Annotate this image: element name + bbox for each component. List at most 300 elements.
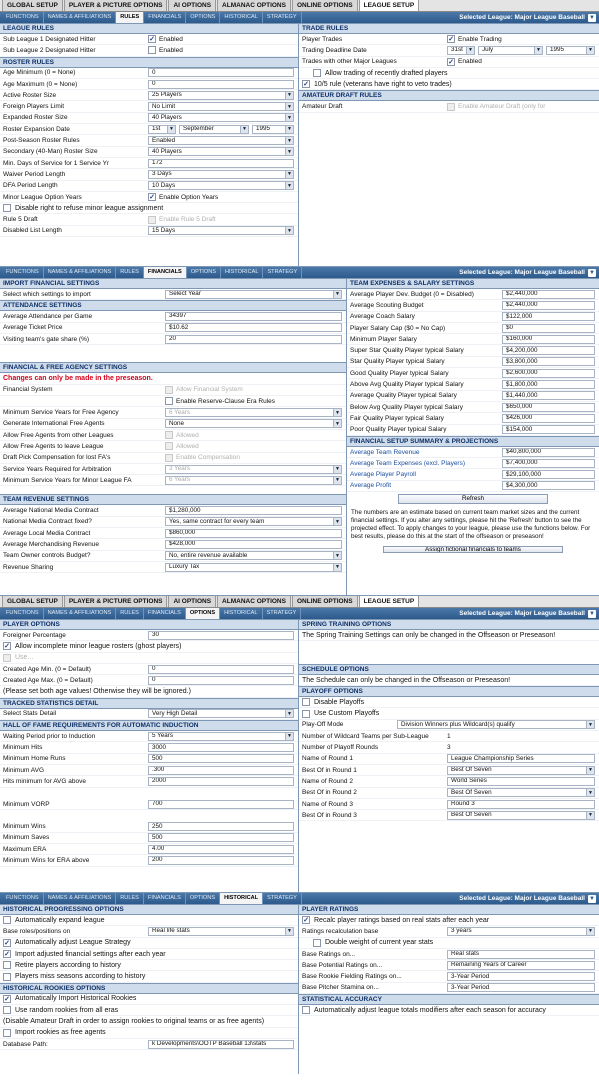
checkbox[interactable]: [3, 1029, 11, 1037]
field-label: Active Roster Size: [3, 91, 57, 99]
field-label: Expanded Roster Size: [3, 114, 68, 122]
field-value-wrap: [148, 833, 298, 842]
dropdown-arrow-icon[interactable]: ▼: [589, 14, 595, 21]
projection-note: The numbers are an estimate based on current team market sizes and the current financial settings. If you alter any settings, please hit the 'Refresh' button to see the projected effect. To apply changes to your league, please use the functions below. For best results, please do this at the start of the offseason or preseason!: [351, 509, 591, 541]
age-note: (Please set both age values! Otherwise they will be ignored.): [3, 688, 191, 696]
check-icon[interactable]: ✓: [149, 194, 155, 201]
dropdown-arrow-icon: ▼: [285, 927, 293, 935]
league-label: Selected League: Major League Baseball: [459, 895, 585, 902]
round-row-input[interactable]: League Championship Series: [447, 754, 595, 763]
tab-options[interactable]: OPTIONS: [187, 267, 221, 278]
checkbox-disabled: [165, 454, 173, 462]
dropdown-arrow-icon: ▼: [333, 476, 341, 484]
tab-strategy[interactable]: STRATEGY: [263, 893, 302, 904]
tab-functions[interactable]: FUNCTIONS: [2, 12, 44, 23]
checkbox[interactable]: [3, 204, 11, 212]
checkbox-label: Automatically adjust League Strategy: [15, 939, 131, 947]
main-tab-global-setup[interactable]: GLOBAL SETUP: [2, 0, 63, 11]
check-icon[interactable]: ✓: [303, 917, 309, 925]
field-label: Name of Round 2: [302, 777, 353, 785]
dropdown-arrow-icon: ▼: [285, 148, 293, 156]
expense-row-input[interactable]: $2,600,000: [502, 369, 595, 378]
deadline-month-select[interactable]: July ▼: [478, 46, 543, 55]
field-label: Fair Quality Player typical Salary: [350, 414, 444, 422]
rating-row-input[interactable]: Remaining Years of Career: [447, 961, 595, 970]
checkbox[interactable]: [313, 69, 321, 77]
expense-row-input[interactable]: $154,000: [502, 425, 595, 434]
select-value: Best Of Seven: [451, 766, 492, 774]
tab-options[interactable]: OPTIONS: [186, 608, 220, 619]
dfa-select[interactable]: 10 Days ▼: [148, 181, 294, 190]
checkbox[interactable]: [313, 939, 321, 947]
dl-length-select[interactable]: 15 Days ▼: [148, 226, 294, 235]
field-value-wrap: [148, 743, 298, 752]
tab-rules[interactable]: RULES: [116, 267, 144, 278]
round-list: [299, 754, 599, 822]
field-label: Rule 5 Draft: [3, 216, 38, 224]
checkbox-label: Use...: [15, 654, 34, 662]
checkbox-label: Automatically expand league: [15, 916, 105, 924]
field-value-wrap: [447, 788, 599, 797]
field-value-wrap: [502, 324, 599, 333]
main-tab-league-setup[interactable]: LEAGUE SETUP: [359, 0, 420, 11]
field-value-wrap: [502, 369, 599, 378]
field-label: Team Owner controls Budget?: [3, 552, 91, 560]
dropdown-arrow-icon: ▼: [333, 563, 341, 571]
tab-rules[interactable]: RULES: [116, 893, 144, 904]
deadline-day-select[interactable]: 31st ▼: [447, 46, 475, 55]
field-label: Minimum Home Runs: [3, 755, 66, 763]
summary-row-input[interactable]: $29,100,000: [502, 470, 595, 479]
tab-functions[interactable]: FUNCTIONS: [2, 608, 44, 619]
field-label: Waiver Period Length: [3, 170, 66, 178]
tab-financials[interactable]: FINANCIALS: [144, 608, 186, 619]
rating-row: [299, 949, 599, 960]
field-value-wrap: [447, 961, 599, 970]
round-row-select[interactable]: [447, 766, 595, 775]
checkbox-label: Allowed: [176, 442, 199, 450]
tab-historical[interactable]: HISTORICAL: [221, 267, 263, 278]
dropdown-arrow-icon: ▼: [285, 114, 293, 122]
field-value-wrap: [447, 800, 599, 809]
field-label: Database Path:: [3, 1040, 48, 1048]
round-row-select[interactable]: [447, 811, 595, 820]
field-value-wrap: [502, 391, 599, 400]
field-label: Trading Deadline Date: [302, 46, 367, 54]
min-service-fa-select[interactable]: 6 Years ▼: [165, 408, 342, 417]
foreigner-input[interactable]: 30: [148, 631, 294, 640]
recalc-base-select[interactable]: 3 years ▼: [447, 927, 595, 936]
dropdown-arrow-icon: ▼: [586, 766, 594, 774]
section-header: PLAYER OPTIONS: [0, 619, 298, 630]
expense-row-input[interactable]: $650,000: [502, 403, 595, 412]
checkbox-label: Enabled: [458, 58, 482, 66]
expense-row-input[interactable]: $426,000: [502, 414, 595, 423]
dropdown-arrow-icon: ▼: [333, 409, 341, 417]
summary-list: [347, 447, 599, 492]
checkbox[interactable]: [3, 1006, 11, 1014]
expense-row-input[interactable]: $1,440,000: [502, 391, 595, 400]
field-label: Minimum Hits: [3, 744, 43, 752]
post-season-select[interactable]: Enabled ▼: [148, 136, 294, 145]
field-value-wrap: [447, 972, 599, 981]
expense-row-input[interactable]: $4,200,000: [502, 346, 595, 355]
expense-row: [347, 323, 599, 334]
refresh-button[interactable]: Refresh: [398, 494, 548, 504]
check-icon[interactable]: ✓: [4, 951, 10, 959]
financials-panel: [0, 278, 599, 596]
active-roster-select[interactable]: 25 Players ▼: [148, 91, 294, 100]
main-tab-almanac[interactable]: ALMANAC OPTIONS: [217, 596, 291, 607]
section-header: SPRING TRAINING OPTIONS: [299, 619, 599, 630]
hof-row-input[interactable]: 2000: [148, 777, 294, 786]
expense-row-input[interactable]: $3,800,000: [502, 357, 595, 366]
gate-share-input[interactable]: 20: [165, 335, 342, 344]
waiver-select[interactable]: 3 Days ▼: [148, 170, 294, 179]
tab-historical[interactable]: HISTORICAL: [220, 608, 262, 619]
checkbox-disabled: [447, 103, 455, 111]
field-label: Select which settings to import: [3, 290, 91, 298]
field-label: Good Quality Player typical Salary: [350, 369, 449, 377]
field-label: Base roles/positions on: [3, 927, 71, 935]
field-label: Minimum AVG: [3, 766, 45, 774]
field-label: Waiting Period prior to Induction: [3, 732, 96, 740]
hof-row-input[interactable]: 250: [148, 822, 294, 831]
expansion-year-select[interactable]: 1995 ▼: [252, 125, 294, 134]
national-media-input[interactable]: $1,280,000: [165, 506, 342, 515]
sub-tabs-financials: [0, 267, 599, 278]
rating-row-input[interactable]: 3-Year Period: [447, 983, 595, 992]
tab-names-affiliations[interactable]: NAMES & AFFILIATIONS: [44, 267, 117, 278]
main-tab-player-picture[interactable]: PLAYER & PICTURE OPTIONS: [64, 0, 168, 11]
owner-budget-select[interactable]: No, entire revenue available ▼: [165, 551, 342, 560]
field-label: Name of Round 3: [302, 800, 353, 808]
rating-row: [299, 960, 599, 971]
field-label: Min. Days of Service for 1 Service Yr: [3, 159, 110, 167]
check-icon[interactable]: ✓: [448, 36, 454, 44]
hof-row-input[interactable]: 500: [148, 754, 294, 763]
checkbox-label: Use random rookies from all eras: [15, 1006, 119, 1014]
dropdown-arrow-icon: ▼: [333, 465, 341, 473]
created-age-min-input[interactable]: 0: [148, 665, 294, 674]
main-tab-online[interactable]: ONLINE OPTIONS: [292, 0, 358, 11]
main-tab-online[interactable]: ONLINE OPTIONS: [292, 596, 358, 607]
database-path-input[interactable]: k Developments\OOTP Baseball 13\stats: [148, 1040, 294, 1049]
tab-financials[interactable]: FINANCIALS: [144, 893, 186, 904]
checkbox-label: Double weight of current year stats: [325, 939, 434, 947]
field-value-wrap: [447, 754, 599, 763]
checkbox-disabled: [148, 216, 156, 224]
round-row-select[interactable]: [447, 788, 595, 797]
field-value-wrap: [502, 470, 599, 479]
tab-functions[interactable]: FUNCTIONS: [2, 893, 44, 904]
section-header: HISTORICAL PROGRESSING OPTIONS: [0, 904, 298, 915]
league-selector[interactable]: [459, 895, 599, 903]
rating-row-input[interactable]: Real stats: [447, 950, 595, 959]
ticket-price-input[interactable]: $10.62: [165, 323, 342, 332]
field-value-wrap: [148, 822, 298, 831]
min-days-input[interactable]: 172: [148, 159, 294, 168]
dropdown-arrow-icon[interactable]: ▼: [589, 269, 595, 276]
dropdown-arrow-icon: ▼: [285, 103, 293, 111]
local-media-input[interactable]: $860,000: [165, 529, 342, 538]
summary-row-input[interactable]: $7,400,000: [502, 459, 595, 468]
rounds-value[interactable]: 3: [447, 744, 451, 752]
league-selector[interactable]: [459, 14, 599, 22]
field-label: Best Of in Round 3: [302, 811, 357, 819]
field-label: Roster Expansion Date: [3, 125, 70, 133]
section-header: TRADE RULES: [299, 23, 599, 34]
wildcard-value[interactable]: 1: [447, 732, 451, 740]
hof-list: [0, 731, 298, 867]
spacer-row: [0, 788, 298, 799]
expense-row-input[interactable]: $0: [502, 324, 595, 333]
field-value-wrap: [502, 357, 599, 366]
field-label: Super Star Quality Player typical Salary: [350, 347, 464, 355]
field-label: Allow Free Agents to leave League: [3, 442, 104, 450]
attendance-input[interactable]: 34397: [165, 312, 342, 321]
secondary-roster-select[interactable]: 40 Players ▼: [148, 147, 294, 156]
field-value-wrap: [447, 777, 599, 786]
checkbox[interactable]: [3, 961, 11, 969]
hof-row-input[interactable]: 200: [148, 856, 294, 865]
round-row-input[interactable]: World Series: [447, 777, 595, 786]
expense-row: [347, 345, 599, 356]
field-label: Average National Media Contract: [3, 507, 99, 515]
main-tab-almanac[interactable]: ALMANAC OPTIONS: [217, 0, 291, 11]
hof-row-input[interactable]: .300: [148, 766, 294, 775]
tab-options[interactable]: OPTIONS: [186, 893, 220, 904]
field-value-wrap: [447, 811, 599, 820]
tab-strategy[interactable]: STRATEGY: [263, 608, 302, 619]
field-value-wrap: [148, 845, 298, 854]
hof-row: [0, 731, 298, 742]
check-icon[interactable]: ✓: [4, 995, 10, 1003]
check-icon[interactable]: ✓: [149, 36, 155, 44]
checkbox-label: 10/5 rule (veterans have right to veto trades): [314, 80, 452, 88]
field-label: Below Avg Quality Player typical Salary: [350, 403, 463, 411]
deadline-year-select[interactable]: 1995 ▼: [546, 46, 595, 55]
field-value-wrap: [502, 301, 599, 310]
checkbox[interactable]: [302, 710, 310, 718]
field-label: National Media Contract fixed?: [3, 518, 92, 526]
field-label: Number of Playoff Rounds: [302, 744, 379, 752]
field-label: Foreigner Percentage: [3, 631, 66, 639]
playoff-mode-select[interactable]: Division Winners plus Wildcard(s) qualify ▼: [397, 720, 595, 729]
expansion-month-select[interactable]: September ▼: [179, 125, 249, 134]
checkbox[interactable]: [148, 46, 156, 54]
intl-fa-select[interactable]: None ▼: [165, 419, 342, 428]
options-panel: [0, 619, 599, 893]
field-label: Best Of in Round 2: [302, 789, 357, 797]
revenue-sharing-select[interactable]: Luxury Tax ▼: [165, 563, 342, 572]
checkbox-label: Allow Financial System: [176, 386, 243, 394]
section-header: IMPORT FINANCIAL SETTINGS: [0, 278, 346, 289]
expanded-roster-select[interactable]: 40 Players ▼: [148, 113, 294, 122]
checkbox-label: Enable Compensation: [176, 454, 240, 462]
dropdown-arrow-icon: ▼: [285, 91, 293, 99]
field-label: Minimum Wins: [3, 823, 46, 831]
check-icon[interactable]: ✓: [4, 643, 10, 651]
field-label: Select Stats Detail: [3, 710, 57, 718]
dropdown-arrow-icon[interactable]: ▼: [589, 895, 595, 902]
expense-row-input[interactable]: $2,440,000: [502, 290, 595, 299]
dropdown-arrow-icon: ▼: [285, 125, 293, 133]
hof-row-input[interactable]: 3000: [148, 743, 294, 752]
field-label: Average Ticket Price: [3, 324, 63, 332]
expansion-day-select[interactable]: 1st ▼: [148, 125, 176, 134]
checkbox-label: Automatically adjust league totals modifiers after each season for accuracy: [314, 1006, 546, 1014]
assign-financials-button[interactable]: Assign fictional financials to teams: [383, 546, 563, 553]
field-label: Average Player Dev. Budget (0 = Disabled): [350, 290, 474, 298]
field-label: Average Coach Salary: [350, 313, 415, 321]
field-value-wrap: [148, 777, 298, 786]
checkbox-label: Disable Playoffs: [314, 698, 365, 706]
tab-names-affiliations[interactable]: NAMES & AFFILIATIONS: [44, 608, 117, 619]
field-label: Average Scouting Budget: [350, 301, 424, 309]
tab-strategy[interactable]: STRATEGY: [263, 267, 302, 278]
created-age-max-input[interactable]: 0: [148, 676, 294, 685]
dropdown-arrow-icon: ▼: [167, 125, 175, 133]
field-value-wrap: [148, 766, 298, 775]
foreign-limit-select[interactable]: No Limit ▼: [148, 102, 294, 111]
field-label: Allow Free Agents from other Leagues: [3, 431, 114, 439]
field-label: Player Trades: [302, 35, 343, 43]
summary-row-input[interactable]: $40,800,000: [502, 448, 595, 457]
round-row-input[interactable]: Round 3: [447, 800, 595, 809]
expense-row: [347, 312, 599, 323]
section-header: HISTORICAL ROOKIES OPTIONS: [0, 983, 298, 994]
dropdown-arrow-icon: ▼: [285, 227, 293, 235]
expense-row-input[interactable]: $2,440,000: [502, 301, 595, 310]
dropdown-arrow-icon[interactable]: ▼: [589, 610, 595, 617]
field-label: Average Attendance per Game: [3, 312, 93, 320]
tab-options[interactable]: OPTIONS: [186, 12, 220, 23]
main-tab-league-setup[interactable]: LEAGUE SETUP: [359, 596, 420, 607]
field-label: Average Player Payroll: [350, 471, 416, 479]
dropdown-arrow-icon: ▼: [285, 710, 293, 718]
age-max-input[interactable]: 0: [148, 80, 294, 89]
field-value-wrap: [502, 312, 599, 321]
hof-row-input[interactable]: 500: [148, 833, 294, 842]
expense-row: [347, 413, 599, 424]
main-tab-ai-options[interactable]: AI OPTIONS: [168, 596, 216, 607]
field-label: Financial System: [3, 386, 53, 394]
checkbox[interactable]: [302, 1006, 310, 1014]
section-header: FINANCIAL SETUP SUMMARY & PROJECTIONS: [347, 436, 599, 447]
tab-names-affiliations[interactable]: NAMES & AFFILIATIONS: [44, 893, 117, 904]
hof-row: [0, 742, 298, 753]
checkbox-disabled: [3, 654, 11, 662]
tab-functions[interactable]: FUNCTIONS: [2, 267, 44, 278]
check-icon[interactable]: ✓: [4, 939, 10, 947]
field-label: Minimum Wins for ERA above: [3, 856, 90, 864]
section-header: ATTENDANCE SETTINGS: [0, 300, 346, 311]
hof-row-input[interactable]: 700: [148, 800, 294, 809]
field-label: Number of Wildcard Teams per Sub-League: [302, 732, 429, 740]
section-header: TEAM REVENUE SETTINGS: [0, 494, 346, 505]
summary-row: [347, 447, 599, 458]
tab-strategy[interactable]: STRATEGY: [263, 12, 302, 23]
hof-row: [0, 821, 298, 832]
field-label: Created Age Min. (0 = Default): [3, 665, 91, 673]
checkbox[interactable]: [165, 397, 173, 405]
field-label: Ratings recalculation base: [302, 927, 379, 935]
tab-historical[interactable]: HISTORICAL: [220, 893, 263, 904]
expense-row-input[interactable]: $1,800,000: [502, 380, 595, 389]
field-label: Age Minimum (0 = None): [3, 69, 76, 77]
national-fixed-select[interactable]: Yes, same contract for every team ▼: [165, 517, 342, 526]
tab-financials[interactable]: FINANCIALS: [144, 12, 186, 23]
check-icon[interactable]: ✓: [303, 81, 309, 89]
expense-row: [347, 402, 599, 413]
merchandising-input[interactable]: $428,000: [165, 540, 342, 549]
financials-right-col: [347, 278, 599, 595]
dropdown-arrow-icon: ▼: [285, 170, 293, 178]
options-right-col: [299, 619, 599, 892]
tab-names-affiliations[interactable]: NAMES & AFFILIATIONS: [44, 12, 117, 23]
dropdown-arrow-icon: ▼: [586, 789, 594, 797]
checkbox[interactable]: [3, 916, 11, 924]
select-value: Best Of Seven: [451, 811, 492, 819]
tab-rules[interactable]: RULES: [116, 12, 144, 23]
import-select[interactable]: Select Year ▼: [165, 290, 342, 299]
stats-detail-select[interactable]: Very High Detail ▼: [148, 709, 294, 718]
checkbox[interactable]: [302, 698, 310, 706]
round-row: [299, 810, 599, 821]
age-min-input[interactable]: 0: [148, 68, 294, 77]
field-value-wrap: [502, 481, 599, 490]
checkbox-label: Enable Rule 5 Draft: [159, 216, 216, 224]
field-label: Secondary (40-Man) Roster Size: [3, 148, 98, 156]
summary-row: [347, 469, 599, 480]
checkbox-label: Players miss seasons according to history: [15, 973, 146, 981]
league-selector[interactable]: [459, 610, 599, 618]
main-tab-player-picture[interactable]: PLAYER & PICTURE OPTIONS: [64, 596, 168, 607]
minor-fa-select[interactable]: 6 Years ▼: [165, 476, 342, 485]
hof-row-input[interactable]: 4.00: [148, 845, 294, 854]
main-tab-global-setup[interactable]: GLOBAL SETUP: [2, 596, 63, 607]
rules-left-col: [0, 23, 299, 266]
field-label: Minimum VORP: [3, 800, 50, 808]
check-icon[interactable]: ✓: [448, 58, 454, 66]
rating-row: [299, 971, 599, 982]
arbitration-select[interactable]: 3 Years ▼: [165, 465, 342, 474]
checkbox-disabled: [165, 442, 173, 450]
section-header: TRACKED STATISTICS DETAIL: [0, 698, 298, 709]
league-selector[interactable]: [459, 269, 599, 277]
field-value-wrap: [502, 414, 599, 423]
main-tab-ai-options[interactable]: AI OPTIONS: [168, 0, 216, 11]
checkbox[interactable]: [3, 973, 11, 981]
tab-rules[interactable]: RULES: [116, 608, 144, 619]
summary-row-input[interactable]: $4,300,000: [502, 481, 595, 490]
dropdown-arrow-icon: ▼: [285, 732, 293, 740]
dropdown-arrow-icon: ▼: [285, 137, 293, 145]
expense-row-input[interactable]: $160,000: [502, 335, 595, 344]
expense-row-input[interactable]: $122,000: [502, 312, 595, 321]
rating-row-input[interactable]: 3-Year Period: [447, 972, 595, 981]
rules-panel: [0, 23, 599, 267]
league-label: Selected League: Major League Baseball: [459, 269, 585, 276]
field-label: Service Years Required for Arbitration: [3, 465, 112, 473]
base-roles-select[interactable]: Real life stats ▼: [148, 927, 294, 936]
tab-historical[interactable]: HISTORICAL: [220, 12, 262, 23]
hof-row-select[interactable]: [148, 732, 294, 741]
expense-row: [347, 425, 599, 436]
tab-financials[interactable]: FINANCIALS: [144, 267, 187, 278]
field-value-wrap: [502, 290, 599, 299]
